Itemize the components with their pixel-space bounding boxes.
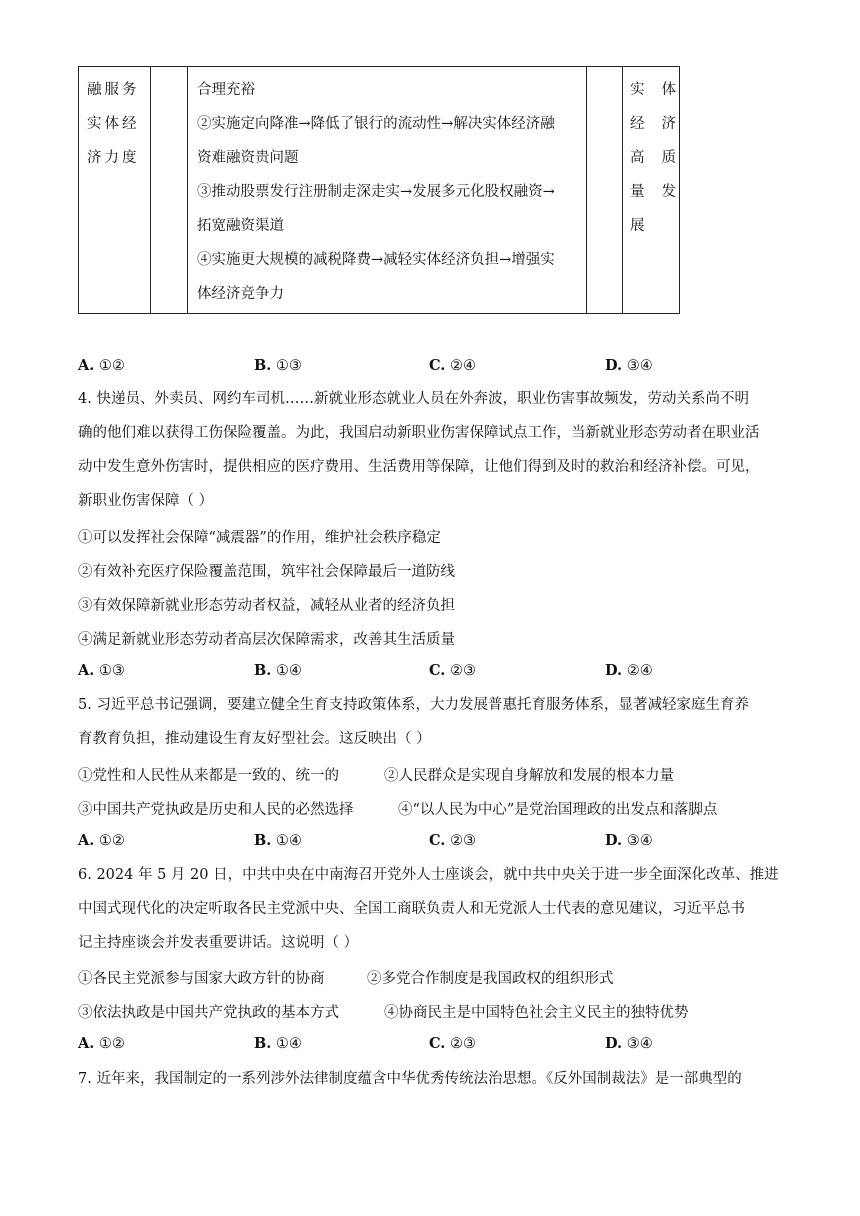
q5-item-1: ①党性和人民性从来都是一致的、统一的 [78,768,339,784]
q5-item-4: ④“以人民为中心”是党治国理政的出发点和落脚点 [398,802,718,818]
table-divider [622,67,623,313]
q4-option-c[interactable]: C. ②③ [429,662,476,679]
q5-option-a[interactable]: A. ①② [78,832,125,849]
q6-item-2: ②多党合作制度是我国政权的组织形式 [367,971,614,987]
q4-item-3: ③有效保障新就业形态劳动者权益，减轻从业者的经济负担 [78,598,455,614]
policy-table [78,66,680,314]
q4-option-a[interactable]: A. ①③ [78,662,125,679]
q6-item-1: ①各民主党派参与国家大政方针的协商 [78,971,325,987]
q5-stem: 5. 习近平总书记强调，要建立健全生育支持政策体系，大力发展普惠托育服务体系，显著减轻家庭生育养 育教育负担，推动建设生育友好型社会。这反映出（ ） [78,697,749,747]
table-divider [150,67,151,313]
q5-item-3: ③中国共产党执政是历史和人民的必然选择 [78,802,354,818]
q6-item-3: ③依法执政是中国共产党执政的基本方式 [78,1005,339,1021]
q3-option-d[interactable]: D. ③④ [605,357,653,374]
q5-item-2: ②人民群众是实现自身解放和发展的根本力量 [384,768,674,784]
q3-option-a[interactable]: A. ①② [78,357,125,374]
q7-stem: 7. 近年来，我国制定的一系列涉外法律制度蕴含中华优秀传统法治思想。《反外国制裁法》是一部典型的 [78,1071,742,1087]
q5-option-d[interactable]: D. ③④ [605,832,653,849]
q6-stem: 6. 2024 年 5 月 20 日，中共中央在中南海召开党外人士座谈会，就中共中央关于进一步全面深化改革、推进 中国式现代化的决定听取各民主党派中央、全国工商联负责人和无党派人士代表的意见建议，习近平总书 记主持座谈会并发表重要讲话。这说明（ ） [78,867,779,951]
table-cell-category: 融服务 实体经 济力度 [87,82,140,166]
q4-option-b[interactable]: B. ①④ [254,662,302,679]
q4-item-2: ②有效补充医疗保险覆盖范围，筑牢社会保障最后一道防线 [78,564,455,580]
table-divider [187,67,188,313]
table-cell-goal: 实 体 经 济 高 质 量 发 展 [630,82,676,234]
q6-option-b[interactable]: B. ①④ [254,1035,302,1052]
q5-option-c[interactable]: C. ②③ [429,832,476,849]
q4-item-1: ①可以发挥社会保障“减震器”的作用，维护社会秩序稳定 [78,530,441,546]
q3-option-c[interactable]: C. ②④ [429,357,476,374]
q4-item-4: ④满足新就业形态劳动者高层次保障需求，改善其生活质量 [78,632,455,648]
q3-option-b[interactable]: B. ①③ [254,357,302,374]
q5-option-b[interactable]: B. ①④ [254,832,302,849]
q6-option-c[interactable]: C. ②③ [429,1035,476,1052]
q6-option-d[interactable]: D. ③④ [605,1035,653,1052]
q6-item-4: ④协商民主是中国特色社会主义民主的独特优势 [384,1005,689,1021]
q4-option-d[interactable]: D. ②④ [605,662,653,679]
q4-stem: 4. 快递员、外卖员、网约车司机……新就业形态就业人员在外奔波，职业伤害事故频发，劳动关系尚不明 确的他们难以获得工伤保险覆盖。为此，我国启动新职业伤害保障试点工作，当新就业形态劳动者在职业活 动中发生意外伤害时，提供相应的医疗费用、生活费用等保障，让他们得到及时的救治和经济补偿。可见， 新职业伤害保障（ ） [78,391,760,509]
q6-option-a[interactable]: A. ①② [78,1035,125,1052]
table-cell-measures: 合理充裕 ②实施定向降准→降低了银行的流动性→解决实体经济融 资难融资贵问题 ③推动股票发行注册制走深走实→发展多元化股权融资→ 拓宽融资渠道 ④实施更大规模的减税降费→减轻实体经济负担→增强实 体经济竞争力 [197,82,555,302]
